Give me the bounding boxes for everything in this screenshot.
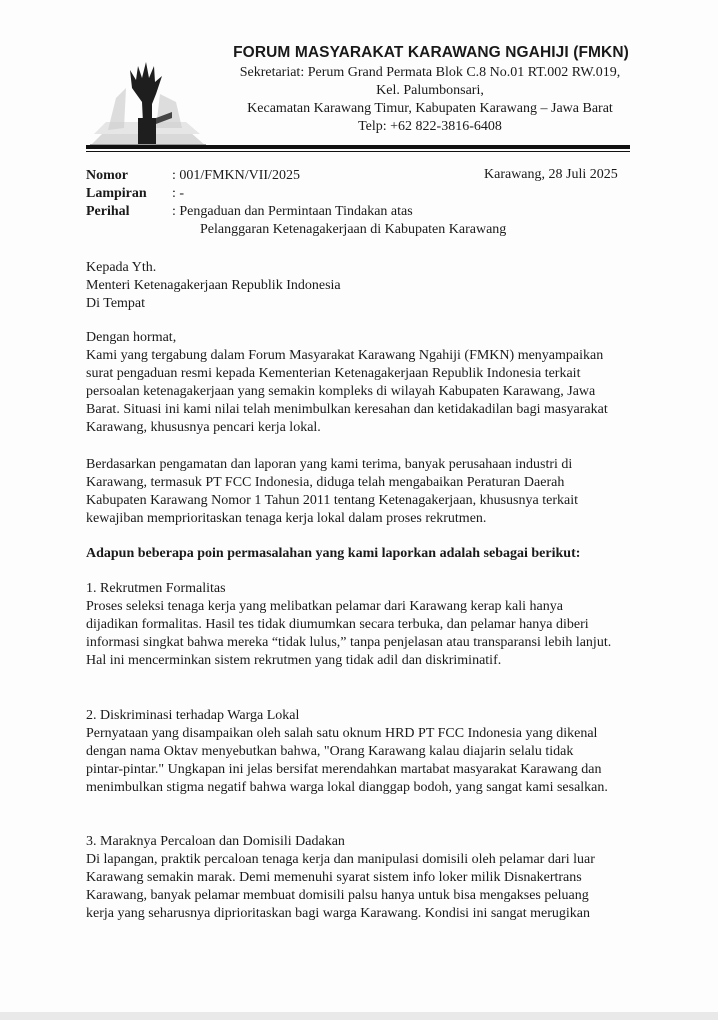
point-2-line: Pernyataan yang disampaikan oleh salah satu oknum HRD PT FCC Indonesia yang dikenal — [86, 726, 598, 741]
paragraph-1-line: persoalan ketenagakerjaan yang semakin kompleks di wilayah Kabupaten Karawang, Jawa — [86, 384, 596, 399]
point-2-line: menimbulkan stigma negatif bahwa warga lokal dianggap bodoh, yang sangat kami sesalkan. — [86, 780, 608, 795]
paragraph-1-line: Karawang, khususnya pencari kerja lokal. — [86, 420, 321, 435]
paragraph-2 — [86, 456, 636, 528]
letter-date: Karawang, 28 Juli 2025 — [484, 167, 618, 182]
paragraph-1-line: Barat. Situasi ini kami nilai telah menimbulkan keresahan dan ketidakadilan bagi masyarakat — [86, 402, 608, 417]
points-heading: Adapun beberapa poin permasalahan yang kami laporkan adalah sebagai berikut: — [86, 546, 581, 561]
letterhead-rule-thick — [86, 145, 630, 149]
paragraph-1-line: Kami yang tergabung dalam Forum Masyarakat Karawang Ngahiji (FMKN) menyampaikan — [86, 348, 604, 363]
perihal-label: Perihal — [86, 204, 130, 219]
perihal-value-line-2: Pelanggaran Ketenagakerjaan di Kabupaten Karawang — [200, 222, 507, 237]
salutation: Dengan hormat, — [86, 330, 177, 345]
address-line-3: Kecamatan Karawang Timur, Kabupaten Karawang – Jawa Barat — [247, 101, 613, 116]
point-1-text — [86, 598, 636, 670]
point-3-title: 3. Maraknya Percaloan dan Domisili Dadakan — [86, 834, 345, 849]
nomor-value: : 001/FMKN/VII/2025 — [172, 168, 300, 183]
lampiran-value: : - — [172, 186, 185, 201]
point-3-line: Karawang semakin marak. Demi memenuhi syarat sistem info loker milik Disnakertrans — [86, 870, 582, 885]
recipient-line-3: Di Tempat — [86, 296, 146, 311]
point-2-text — [86, 725, 636, 797]
paragraph-1-line: surat pengaduan resmi kepada Kementerian Ketenagakerjaan Republik Indonesia terkait — [86, 366, 581, 381]
address-line-2: Kel. Palumbonsari, — [376, 83, 484, 98]
paragraph-1 — [86, 347, 636, 437]
org-name: FORUM MASYARAKAT KARAWANG NGAHIJI (FMKN) — [233, 44, 629, 61]
paragraph-2-line: Karawang, termasuk PT FCC Indonesia, diduga telah mengabaikan Peraturan Daerah — [86, 475, 565, 490]
perihal-value-line-1: : Pengaduan dan Permintaan Tindakan atas — [172, 204, 413, 219]
address-line-1: Sekretariat: Perum Grand Permata Blok C.8 No.01 RT.002 RW.019, — [239, 65, 621, 80]
letterhead-rule-thin — [86, 151, 630, 152]
point-3-text — [86, 851, 636, 923]
page-bottom-edge — [0, 1012, 718, 1020]
point-1-line: Hal ini mencerminkan sistem rekrutmen yang tidak adil dan diskriminatif. — [86, 653, 502, 668]
paragraph-2-line: kewajiban memprioritaskan tenaga kerja lokal dalam proses rekrutmen. — [86, 511, 487, 526]
point-3-line: Karawang, banyak pelamar membuat domisili palsu hanya untuk bisa mengakses peluang — [86, 888, 589, 903]
lampiran-label: Lampiran — [86, 186, 147, 201]
point-2-line: dengan nama Oktav menyebutkan bahwa, "Orang Karawang kalau diajarin selalu tidak — [86, 744, 574, 759]
point-1-line: informasi singkat bahwa mereka “tidak lulus,” tanpa penjelasan atau transparansi lebih lanjut. — [86, 635, 612, 650]
phone-line: Telp: +62 822-3816-6408 — [358, 119, 502, 134]
point-1-line: Proses seleksi tenaga kerja yang melibatkan pelamar dari Karawang kerap kali hanya — [86, 599, 563, 614]
point-1-title: 1. Rekrutmen Formalitas — [86, 581, 226, 596]
paragraph-2-line: Berdasarkan pengamatan dan laporan yang kami terima, banyak perusahaan industri di — [86, 457, 573, 472]
paragraph-2-line: Kabupaten Karawang Nomor 1 Tahun 2011 tentang Ketenagakerjaan, khususnya terkait — [86, 493, 578, 508]
fmkn-logo — [86, 58, 210, 150]
nomor-label: Nomor — [86, 168, 128, 183]
recipient-line-2: Menteri Ketenagakerjaan Republik Indonesia — [86, 278, 341, 293]
recipient-block — [86, 259, 636, 313]
point-3-line: kerja yang seharusnya diprioritaskan bagi warga Karawang. Kondisi ini sangat merugikan — [86, 906, 590, 921]
point-3-line: Di lapangan, praktik percaloan tenaga kerja dan manipulasi domisili oleh pelamar dari luar — [86, 852, 595, 867]
recipient-line-1: Kepada Yth. — [86, 260, 157, 275]
point-2-line: pintar-pintar." Ungkapan ini jelas bersifat merendahkan martabat masyarakat Karawang dan — [86, 762, 602, 777]
point-2-title: 2. Diskriminasi terhadap Warga Lokal — [86, 708, 300, 723]
point-1-line: dijadikan formalitas. Hasil tes tidak diumumkan secara terbuka, dan pelamar hanya diberi — [86, 617, 589, 632]
